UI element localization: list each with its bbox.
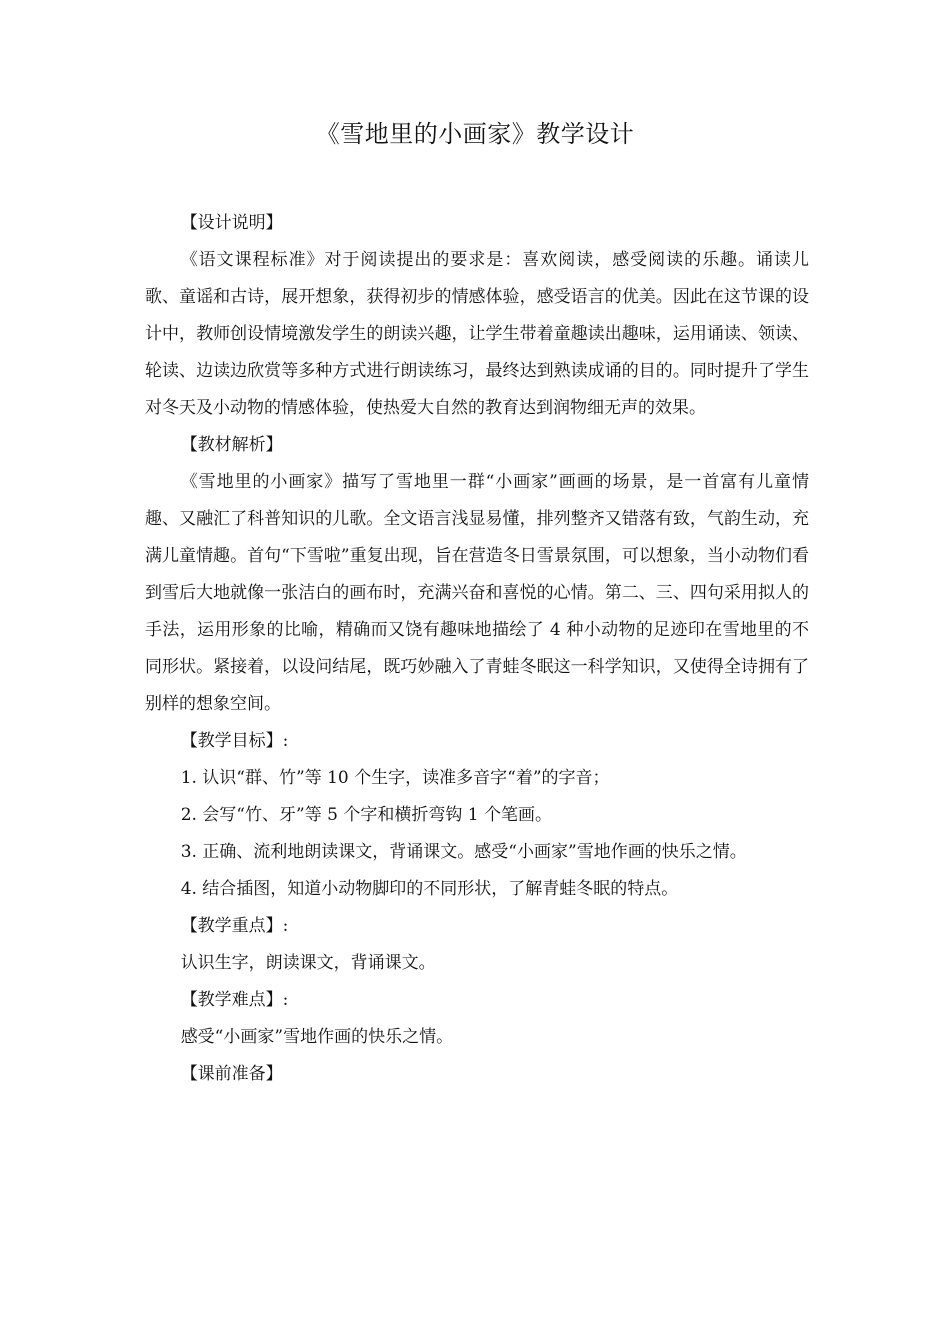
document-title: 《雪地里的小画家》教学设计 [315,120,635,148]
objective-item-4: 4. 结合插图，知道小动物脚印的不同形状，了解青蛙冬眠的特点。 [180,879,679,899]
section-heading-key-points: 【教学重点】: [180,916,289,936]
objective-item-3: 3. 正确、流利地朗读课文，背诵课文。感受“小画家”雪地作画的快乐之情。 [180,842,747,862]
section-heading-difficulties: 【教学难点】: [180,990,289,1010]
paragraph-difficulties: 感受“小画家”雪地作画的快乐之情。 [180,1027,454,1047]
section-heading-material-analysis: 【教材解析】 [180,435,283,455]
paragraph-design-note: 《语文课程标准》对于阅读提出的要求是：喜欢阅读，感受阅读的乐趣。诵读儿歌、童谣和古诗，展开想象，获得初步的情感体验，感受语言的优美。因此在这节课的设计中，教师创设情境激发学生的朗读兴趣，让学生带着童趣读出趣味，运用诵读、领读、轮读、边读边欣赏等多种方式进行朗读练习，最终达到熟读成诵的目的。同时提升了学生对冬天及小动物的情感体验，使热爱大自然的教育达到润物细无声的效果。 [145,250,809,418]
objective-item-2: 2. 会写“竹、牙”等 5 个字和横折弯钩 1 个笔画。 [180,805,552,825]
objective-item-1: 1. 认识“群、竹”等 10 个生字，读准多音字“着”的字音； [180,768,610,788]
section-heading-objectives: 【教学目标】: [180,731,289,751]
paragraph-key-points: 认识生字，朗读课文，背诵课文。 [180,953,436,973]
section-heading-design-note: 【设计说明】 [180,213,283,233]
paragraph-material-analysis: 《雪地里的小画家》描写了雪地里一群“小画家”画画的场景，是一首富有儿童情趣、又融汇了科普知识的儿歌。全文语言浅显易懂，排列整齐又错落有致，气韵生动，充满儿童情趣。首句“下雪啦”重复出现，旨在营造冬日雪景氛围，可以想象，当小动物们看到雪后大地就像一张洁白的画布时，充满兴奋和喜悦的心情。第二、三、四句采用拟人的手法，运用形象的比喻，精确而又饶有趣味地描绘了 4 种小动物的足迹印在雪地里的不同形状。紧接着，以设问结尾，既巧妙融入了青蛙冬眠这一科学知识，又使得全诗拥有了别样的想象空间。 [145,472,809,714]
section-heading-preparation: 【课前准备】 [180,1064,283,1084]
document-body [145,205,809,1093]
